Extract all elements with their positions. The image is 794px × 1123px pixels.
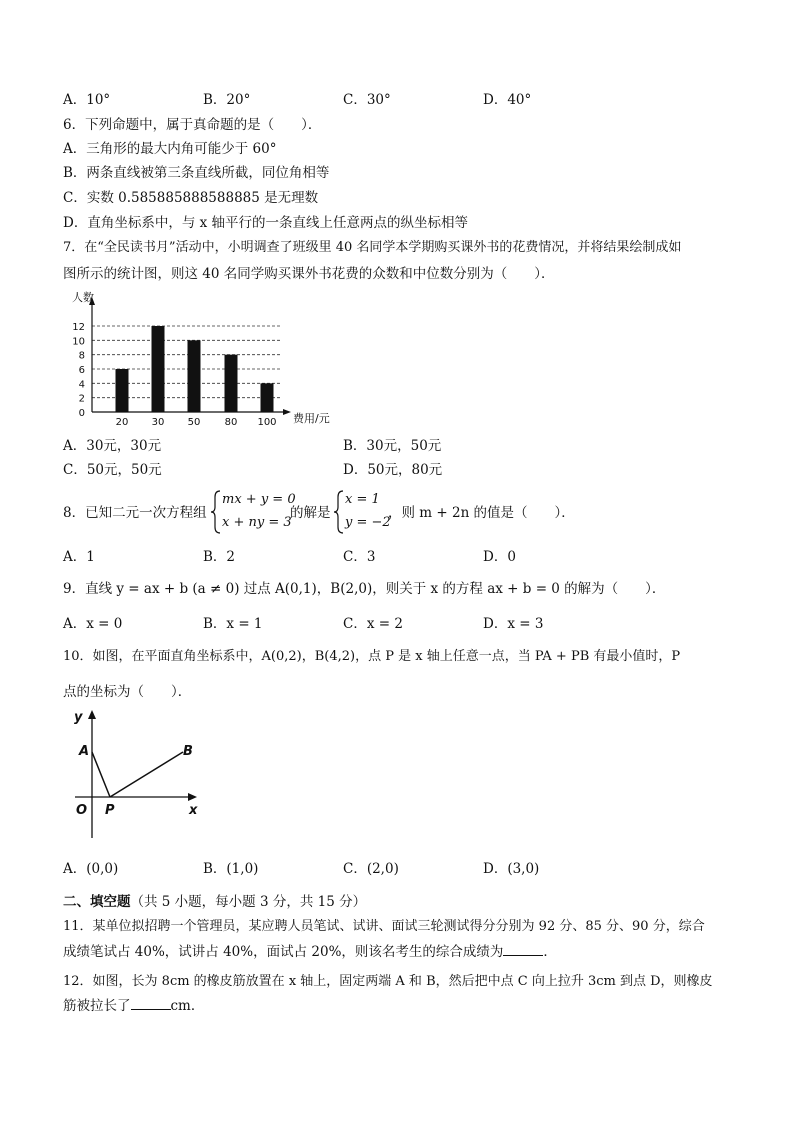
x-tick-label: 80 bbox=[224, 417, 238, 428]
section2-note: （共 5 小题，每小题 3 分，共 15 分） bbox=[130, 894, 367, 910]
q6-option-d: D．直角坐标系中，与 x 轴平行的一条直线上任意两点的纵坐标相等 bbox=[63, 215, 469, 231]
q7-stem-line2: 图所示的统计图，则这 40 名同学购买课外书花费的众数和中位数分别为（ ）． bbox=[63, 266, 555, 282]
segment-pb bbox=[110, 752, 183, 797]
y-tick-label: 10 bbox=[72, 336, 85, 348]
q10-coordinate-figure bbox=[65, 705, 215, 845]
q5-option-a: A．10° bbox=[63, 92, 111, 108]
q6-option-b: B．两条直线被第三条直线所截，同位角相等 bbox=[63, 165, 330, 181]
bar-80 bbox=[225, 355, 238, 412]
q11-line2-text: 成绩笔试占 40%，试讲占 40%，面试占 20%，则该名考生的综合成绩为 bbox=[63, 944, 504, 960]
q11-answer-blank[interactable] bbox=[503, 943, 543, 956]
q9-option-d: D．x = 3 bbox=[483, 616, 544, 632]
segment-ap bbox=[92, 752, 110, 797]
q10-option-a: A．(0,0) bbox=[63, 861, 119, 877]
q11-line1: 11．某单位拟招聘一个管理员，某应聘人员笔试、试讲、面试三轮测试得分分别为 92 分、85 分、90 分，综合 bbox=[63, 919, 705, 934]
q7-option-b: B．30元，50元 bbox=[343, 438, 442, 454]
q11-line2 bbox=[63, 943, 557, 961]
q7-option-a: A．30元，30元 bbox=[63, 438, 162, 454]
q5-option-d: D．40° bbox=[483, 92, 532, 108]
q12-line1: 12．如图，长为 8cm 的橡皮筋放置在 x 轴上，固定两端 A 和 B，然后把中点 C 向上拉升 3cm 到点 D，则橡皮 bbox=[63, 974, 713, 989]
y-tick-label: 4 bbox=[78, 379, 85, 391]
x-axis-label: 费用/元 bbox=[293, 412, 330, 425]
q9-option-b: B．x = 1 bbox=[203, 616, 263, 632]
x-tick-label: 50 bbox=[187, 417, 201, 428]
q10-option-c: C．(2,0) bbox=[343, 861, 399, 877]
left-brace-icon bbox=[210, 489, 222, 535]
q10-stem-line1: 10．如图，在平面直角坐标系中，A(0,2)，B(4,2)，点 P 是 x 轴上任意一点，当 PA + PB 有最小值时，P bbox=[63, 649, 681, 664]
q9-option-a: A．x = 0 bbox=[63, 616, 123, 632]
y-axis-label: 人数 bbox=[72, 291, 94, 304]
q9-option-c: C．x = 2 bbox=[343, 616, 403, 632]
q12-line2-text: 筋被拉长了 bbox=[63, 998, 131, 1014]
y-tick-label: 2 bbox=[78, 393, 85, 405]
q6-option-c: C．实数 0.585885888588885 是无理数 bbox=[63, 190, 319, 206]
q8-prefix: 8．已知二元一次方程组 bbox=[63, 505, 207, 521]
label-o: O bbox=[76, 803, 88, 818]
label-x: x bbox=[189, 803, 198, 818]
left-brace-icon bbox=[333, 489, 345, 535]
q8-option-d: D．0 bbox=[483, 549, 516, 565]
q7-bar-chart bbox=[60, 288, 350, 430]
q12-answer-blank[interactable] bbox=[131, 997, 171, 1010]
q8-option-c: C．3 bbox=[343, 549, 376, 565]
label-y: y bbox=[74, 710, 83, 725]
q5-option-c: C．30° bbox=[343, 92, 391, 108]
y-tick-label: 12 bbox=[72, 322, 85, 333]
bar-20 bbox=[116, 369, 129, 412]
label-p: P bbox=[105, 803, 115, 818]
q10-option-d: D．(3,0) bbox=[483, 861, 540, 877]
section2-title: 二、填空题 bbox=[63, 894, 131, 910]
q8-middle: 的解是 bbox=[290, 505, 331, 521]
q6-option-a: A．三角形的最大内角可能少于 60° bbox=[63, 141, 277, 157]
q8-option-b: B．2 bbox=[203, 549, 236, 565]
q8-system1-eq1: mx + y = 0 bbox=[222, 492, 296, 507]
q6-stem: 6．下列命题中，属于真命题的是（ ）． bbox=[63, 117, 322, 133]
bar-100 bbox=[261, 383, 274, 412]
y-axis-arrow bbox=[88, 710, 96, 719]
x-axis-arrow bbox=[283, 409, 291, 415]
x-tick-label: 20 bbox=[115, 417, 129, 428]
bar-50 bbox=[188, 340, 201, 412]
x-tick-label: 30 bbox=[151, 417, 165, 428]
q8-option-a: A．1 bbox=[63, 549, 95, 565]
q9-stem: 9．直线 y = ax + b (a ≠ 0) 过点 A(0,1)，B(2,0)，则关于 x 的方程 ax + b = 0 的解为（ ）． bbox=[63, 581, 666, 597]
q5-option-b: B．20° bbox=[203, 92, 251, 108]
q8-system2-eq2: y = −2 bbox=[345, 515, 391, 530]
label-a: A bbox=[79, 744, 90, 759]
x-tick-label: 100 bbox=[257, 417, 277, 428]
q8-suffix: ，则 m + 2n 的值是（ ）． bbox=[388, 505, 575, 521]
y-tick-label: 6 bbox=[78, 365, 85, 376]
y-tick-label: 0 bbox=[78, 408, 85, 419]
q10-stem-line2: 点的坐标为（ ）． bbox=[63, 684, 192, 700]
q10-option-b: B．(1,0) bbox=[203, 861, 259, 877]
q7-stem-line1: 7．在“全民读书月”活动中，小明调查了班级里 40 名同学本学期购买课外书的花费情况，并将结果绘制成如 bbox=[63, 240, 682, 255]
x-axis-arrow bbox=[188, 793, 197, 801]
q11-line2-end: ． bbox=[543, 944, 557, 960]
q12-line2 bbox=[63, 997, 204, 1015]
y-tick-label: 8 bbox=[78, 350, 85, 362]
q8-system1-eq2: x + ny = 3 bbox=[222, 515, 292, 530]
bar-30 bbox=[152, 326, 165, 412]
q8-system2-eq1: x = 1 bbox=[345, 492, 380, 507]
q7-option-d: D．50元，80元 bbox=[343, 462, 443, 478]
label-b: B bbox=[183, 744, 193, 759]
section2-heading bbox=[63, 893, 366, 911]
q12-line2-end: cm． bbox=[170, 998, 205, 1014]
q7-option-c: C．50元，50元 bbox=[63, 462, 162, 478]
